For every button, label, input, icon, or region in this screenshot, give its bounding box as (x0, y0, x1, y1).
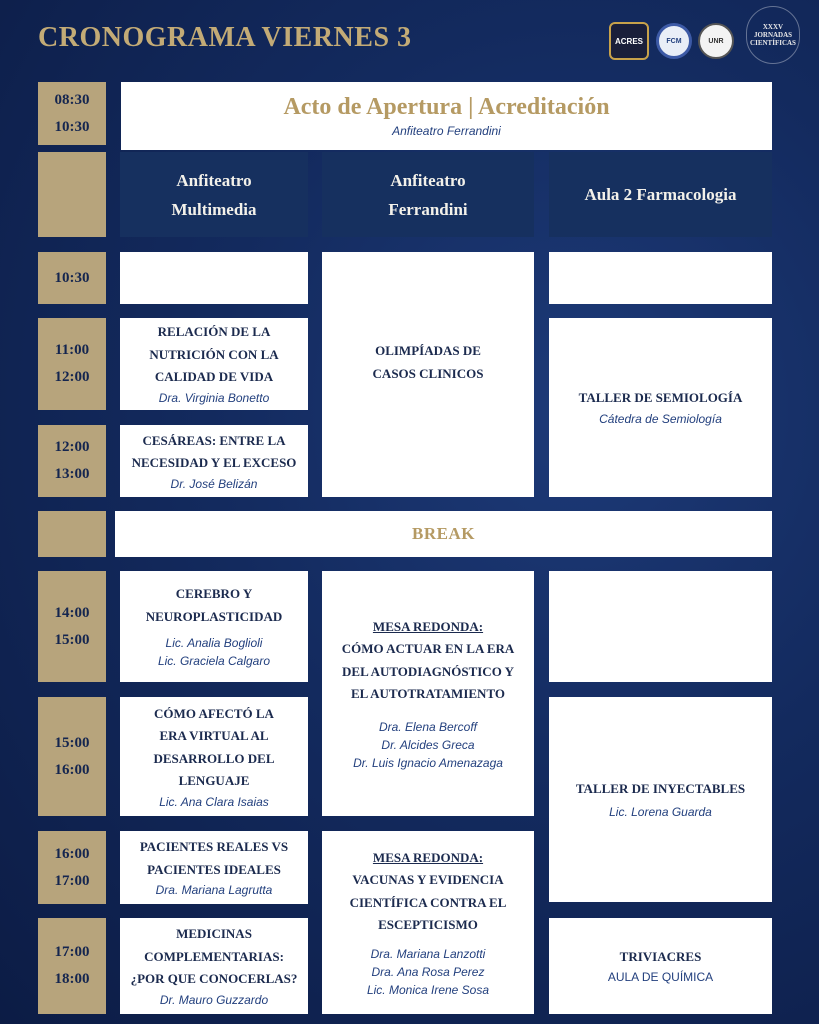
time-slot-1400: 14:00 15:00 (38, 571, 106, 682)
inyectables-session: TALLER DE INYECTABLES Lic. Lorena Guarda (549, 697, 772, 902)
empty-slot (549, 252, 772, 304)
time-slot-1700: 17:00 18:00 (38, 918, 106, 1014)
cerebro-session: CEREBRO Y NEUROPLASTICIDAD Lic. Analia Boglioli Lic. Graciela Calgaro (120, 571, 308, 682)
opening-title: Acto de Apertura | Acreditación (283, 94, 610, 120)
page-title: CRONOGRAMA VIERNES 3 (38, 22, 412, 53)
era-virtual-session: CÓMO AFECTÓ LA ERA VIRTUAL AL DESARROLLO DEL LENGUAJE Lic. Ana Clara Isaias (120, 697, 308, 816)
time-slot-1030: 10:30 (38, 252, 106, 304)
university-emblem-logo: UNR (698, 23, 734, 59)
time-slot-1500: 15:00 16:00 (38, 697, 106, 816)
time-slot-1600: 16:00 17:00 (38, 831, 106, 904)
medicinas-session: MEDICINAS COMPLEMENTARIAS: ¿POR QUE CONOCERLAS? Dr. Mauro Guzzardo (120, 918, 308, 1014)
room-header-multimedia: Anfiteatro Multimedia (120, 152, 308, 237)
opening-session (121, 82, 772, 150)
mesa-redonda-vacunas-session: MESA REDONDA: VACUNAS Y EVIDENCIA CIENTÍFICA CONTRA EL ESCEPTICISMO Dra. Mariana Lanzotti Dra. Ana Rosa Perez Lic. Monica Irene Sosa (322, 831, 534, 1014)
triviacres-session: TRIVIACRES AULA DE QUÍMICA (549, 918, 772, 1014)
opening-place: Anfiteatro Ferrandini (392, 124, 501, 138)
pacientes-session: PACIENTES REALES VS PACIENTES IDEALES Dra. Mariana Lagrutta (120, 831, 308, 904)
empty-slot (120, 252, 308, 304)
nutricion-session: RELACIÓN DE LA NUTRICIÓN CON LA CALIDAD DE VIDA Dra. Virginia Bonetto (120, 318, 308, 410)
jornadas-cientificas-logo: XXXV JORNADAS CIENTÍFICAS (746, 6, 800, 64)
time-slot-1200: 12:00 13:00 (38, 425, 106, 497)
time-slot-break (38, 511, 106, 557)
olimpiadas-session: OLIMPÍADAS DE CASOS CLINICOS (322, 252, 534, 497)
acres-logo: ACRES (609, 22, 649, 60)
mesa-redonda-autodiagnostico-session: MESA REDONDA: CÓMO ACTUAR EN LA ERA DEL AUTODIAGNÓSTICO Y EL AUTOTRATAMIENTO Dra. Elena Bercoff Dr. Alcides Greca Dr. Luis Ignacio Amenazaga (322, 571, 534, 816)
semiologia-session: TALLER DE SEMIOLOGÍA Cátedra de Semiología (549, 318, 772, 497)
faculty-emblem-logo: FCM (656, 23, 692, 59)
break-row: BREAK (115, 511, 772, 557)
room-header-farmacologia: Aula 2 Farmacologia (549, 152, 772, 237)
time-slot-1100: 11:00 12:00 (38, 318, 106, 410)
empty-slot (549, 571, 772, 682)
time-slot-empty (38, 152, 106, 237)
time-slot-opening: 08:30 10:30 (38, 82, 106, 145)
cesareas-session: CESÁREAS: ENTRE LA NECESIDAD Y EL EXCESO Dr. José Belizán (120, 425, 308, 497)
room-header-ferrandini: Anfiteatro Ferrandini (322, 152, 534, 237)
